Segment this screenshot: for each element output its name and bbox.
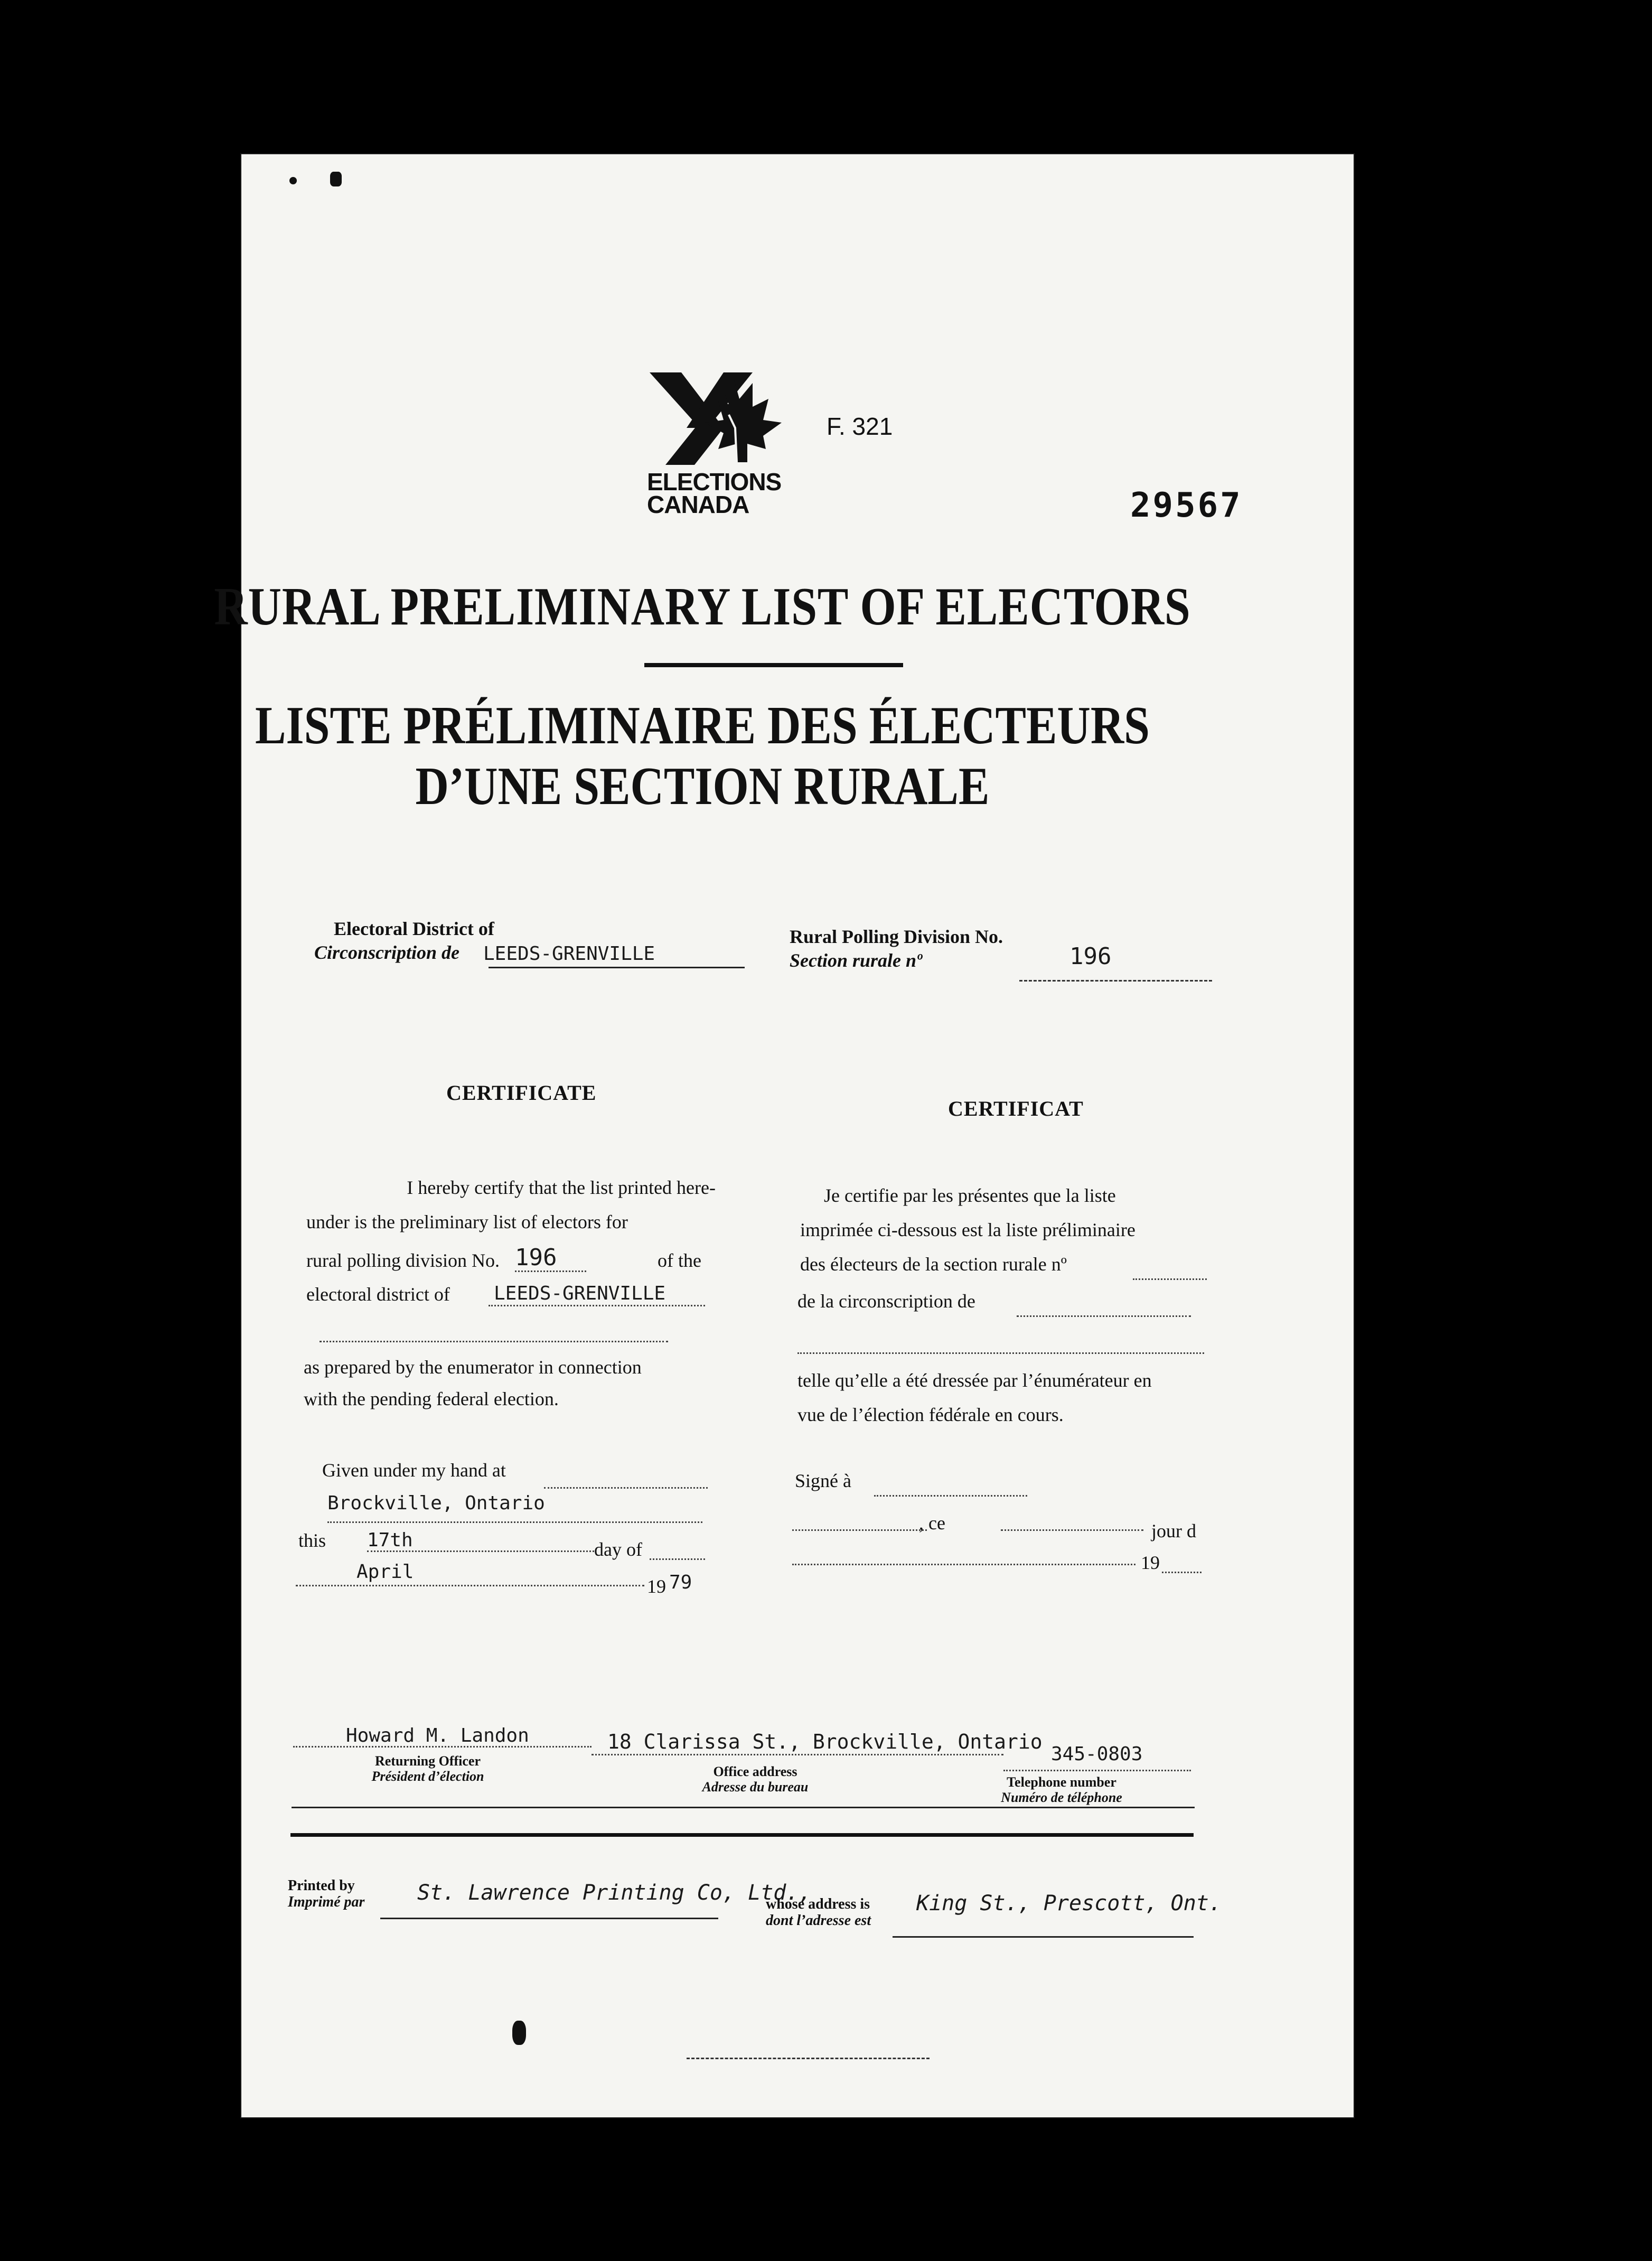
division-value: 196 [1069,943,1112,970]
cert-fr-line1: Je certifie par les présentes que la liste [824,1185,1116,1206]
cert-en-year-value: 79 [669,1572,692,1593]
district-field-line [489,967,745,968]
cert-fr-line2: imprimée ci-dessous est la liste préliminaire [800,1219,1135,1240]
cert-en-given-dots [544,1487,708,1489]
cert-en-line3-suffix: of the [658,1250,701,1271]
cert-en-place-dots [327,1521,702,1523]
returning-officer-dots [293,1746,592,1748]
cert-fr-district-dots-2 [797,1352,1204,1354]
printer-name-line [380,1918,718,1919]
office-address: 18 Clarissa St., Brockville, Ontario [607,1730,1043,1753]
elections-canada-logo [644,370,813,523]
cert-en-dayof-dots [650,1558,705,1560]
title-french-line1: LISTE PRÉLIMINAIRE DES ÉLECTEURS [255,696,1150,755]
cert-fr-division-dots [1133,1278,1207,1280]
division-field-line [1019,980,1212,982]
printer-name: St. Lawrence Printing Co, Ltd., [417,1881,812,1905]
printer-address-line [893,1936,1194,1938]
office-address-label-fr: Adresse du bureau [702,1779,809,1795]
cert-en-dayof-label: day of [594,1539,642,1560]
cert-fr-line5: telle qu’elle a été dressée par l’énumérateur en [797,1370,1152,1391]
cert-en-district-value: LEEDS-GRENVILLE [494,1283,666,1304]
cert-en-given-place: Brockville, Ontario [327,1492,545,1514]
cert-en-this-label: this [298,1530,326,1551]
cert-en-district-dots-2 [320,1341,668,1342]
cert-en-line3-prefix: rural polling division No. [306,1250,500,1271]
scan-speck [330,172,342,186]
cert-fr-year-prefix: 19 [1141,1552,1160,1573]
cert-fr-signed-dots [874,1495,1027,1497]
district-label-en: Electoral District of [334,918,494,939]
cert-fr-signed-label: Signé à [795,1470,851,1491]
logo-text-canada: CANADA [647,491,749,518]
printer-address-label-fr: dont l’adresse est [766,1912,871,1929]
scan-speck [289,177,297,184]
cert-en-district-dots [489,1305,705,1306]
returning-officer-label [338,1754,518,1784]
title-french-line2: D’UNE SECTION RURALE [415,756,990,816]
cert-en-month-dots [296,1585,644,1586]
cert-fr-month-dots [792,1564,1135,1565]
cert-en-given-label: Given under my hand at [322,1460,506,1481]
district-value: LEEDS-GRENVILLE [483,943,655,965]
elections-canada-x-leaf-icon [644,370,813,470]
office-address-label-en: Office address [713,1764,797,1779]
title-divider [644,663,903,667]
certificate-heading-fr: CERTIFICAT [948,1097,1084,1120]
cert-fr-jour-label: jour d [1151,1520,1196,1541]
cert-fr-place-dots [792,1529,927,1531]
office-address-label [665,1764,845,1795]
document-number: 29567 [1130,486,1243,525]
cert-en-division-value: 196 [515,1244,557,1271]
cert-en-line4-prefix: electoral district of [306,1284,450,1305]
thin-rule [292,1807,1195,1808]
cert-fr-district-dots [1017,1315,1191,1317]
cert-en-month-value: April [356,1561,414,1583]
scan-mark [687,2058,930,2059]
division-label-en: Rural Polling Division No. [790,926,1003,947]
cert-en-line6: with the pending federal election. [304,1388,559,1409]
cert-en-line2: under is the preliminary list of electors for [306,1211,628,1232]
office-address-dots [592,1754,1003,1755]
telephone-label-fr: Numéro de téléphone [1001,1789,1122,1805]
form-number: F. 321 [827,413,893,440]
district-label-fr: Circonscription de [314,942,460,963]
logo-text-elections: ELECTIONS [647,468,782,496]
cert-fr-line3: des électeurs de la section rurale nº [800,1254,1067,1275]
printer-address: King St., Prescott, Ont. [916,1891,1222,1916]
returning-officer-name: Howard M. Landon [346,1725,529,1746]
cert-fr-year-dots [1162,1572,1202,1573]
telephone-dots [1003,1770,1191,1771]
telephone-number: 345-0803 [1051,1743,1143,1765]
cert-en-division-dots [515,1270,586,1272]
cert-fr-day-dots [1001,1529,1143,1531]
cert-en-line1: I hereby certify that the list printed here- [407,1177,716,1198]
division-label-fr: Section rurale nº [790,950,922,971]
cert-fr-line4: de la circonscription de [797,1291,975,1312]
cert-en-year-prefix: 19 [647,1576,666,1597]
certificate-heading-en: CERTIFICATE [446,1081,597,1105]
printed-by-label-fr: Imprimé par [288,1893,365,1910]
cert-en-day-dots [367,1550,594,1552]
cert-en-day-value: 17th [367,1529,413,1551]
printed-by-label-en: Printed by [288,1877,355,1894]
cert-fr-ce-label: , ce [919,1512,945,1534]
returning-officer-label-fr: Président d’élection [371,1768,484,1784]
cert-fr-line6: vue de l’élection fédérale en cours. [797,1404,1064,1425]
title-english: RURAL PRELIMINARY LIST OF ELECTORS [214,577,1191,637]
printed-by-label [288,1878,364,1911]
cert-en-line5: as prepared by the enumerator in connection [304,1357,642,1378]
scan-speck [512,2021,526,2045]
telephone-label [951,1775,1172,1805]
printer-address-label [766,1896,871,1929]
printer-address-label-en: whose address is [766,1896,870,1912]
returning-officer-label-en: Returning Officer [374,1753,481,1769]
telephone-label-en: Telephone number [1007,1774,1116,1790]
thick-rule [290,1833,1194,1837]
